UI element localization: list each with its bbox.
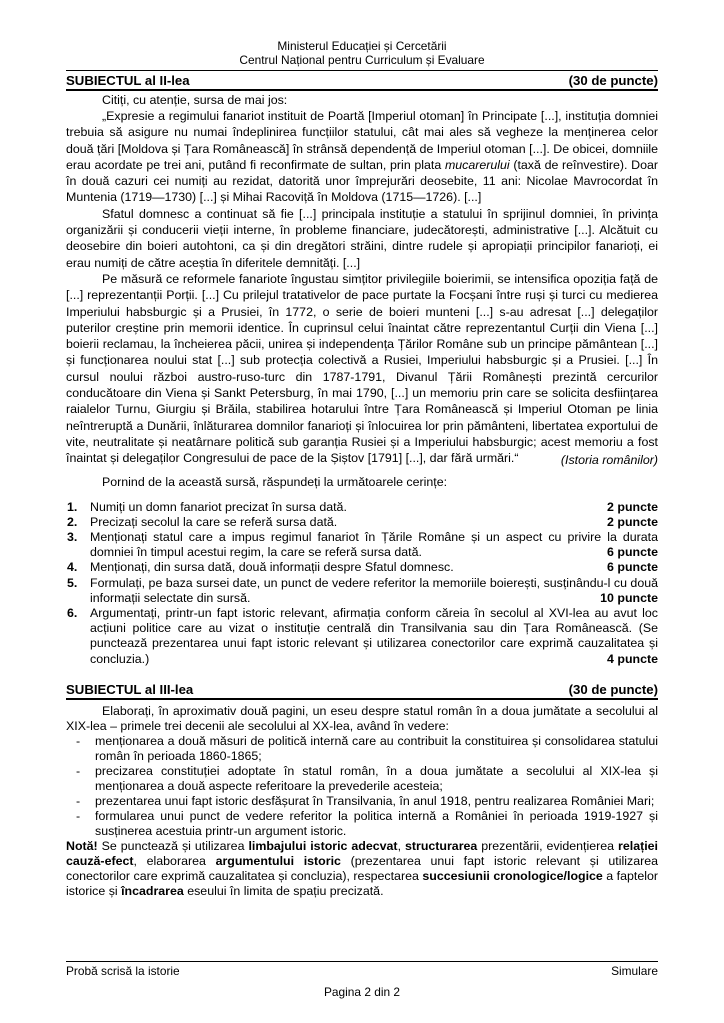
- requirement-item-5: [66, 576, 658, 606]
- read-instruction: Citiți, cu atenție, sursa de mai jos:: [102, 93, 288, 107]
- requirement-text: Formulați, pe baza sursei date, un punct de vedere referitor la memoriile boierești, susținându-l cu două informații selectate din sursă.: [90, 575, 658, 605]
- requirement-text: Numiți un domn fanariot precizat în sursa dată.: [90, 499, 347, 514]
- source-paragraph-3-wrap: [66, 271, 658, 467]
- requirement-text: Precizați secolul la care se referă sursa dată.: [90, 514, 338, 529]
- requirement-item-2: [66, 515, 658, 530]
- requirement-text: Argumentați, printr-un fapt istoric relevant, afirmația conform căreia în secolul al XVI-lea au avut loc acțiuni politice care au vizat o instituție centrală din Transilvania sau din Țara Românească. (Se punctează prezentarea unui fapt istoric relevant și utilizarea conectorilor care exprimă cauzalitatea și concluzia.): [90, 605, 658, 666]
- footer-row: [66, 962, 658, 979]
- requirement-number: 4.: [67, 560, 78, 575]
- requirement-text: Menționați, din sursa dată, două informații despre Sfatul domnesc.: [90, 560, 454, 575]
- bullet-text: formularea unui punct de vedere referitor la politica internă a României în perioada 1919-1927 și susținerea acestuia printr-un argument istoric.: [95, 808, 658, 838]
- subject2-points: (30 de puncte): [568, 73, 658, 88]
- document-footer: [66, 961, 658, 999]
- essay-bullet-2: [66, 764, 658, 794]
- requirement-number: 5.: [67, 575, 78, 590]
- requirement-points: 2 puncte: [607, 499, 658, 514]
- bullet-text: menționarea a două măsuri de politică internă care au contribuit la constituirea și consolidarea statului român în perioada 1860-1865;: [95, 733, 658, 763]
- requirement-points: 6 puncte: [607, 545, 658, 560]
- subject3-note: Notă! Se punctează și utilizarea limbajului istoric adecvat, structurarea prezentării, evidențierea relației cauză-efect, elaborarea argumentului istoric (prezentarea unui fapt istoric relevant și utilizarea conectorilor care exprimă cauzalitatea și concluzia), respectarea succesiunii cronologice/logice a faptelor istorice și încadrarea eseului în limita de spațiu precizată.: [66, 838, 659, 898]
- document-header: [66, 40, 658, 71]
- requirements-list: [66, 500, 658, 667]
- header-center-line: Centrul Național pentru Curriculum și Evaluare: [239, 52, 485, 67]
- requirement-number: 6.: [67, 605, 78, 620]
- bullet-marker: -: [76, 733, 81, 748]
- requirement-item-6: [66, 606, 658, 667]
- essay-bullet-4: [66, 809, 658, 839]
- requirement-number: 3.: [67, 529, 78, 544]
- requirement-points: 4 puncte: [607, 651, 658, 666]
- source-paragraph-3: Pe măsură ce reformele fanariote îngustau simțitor privilegiile boierimii, se intensifica opoziția față de [...] reprezentanții Porții. [...] Cu prilejul tratativelor de pace purtate la Focșani între ruși și turci cu medierea Imperiului habsburgic și a Prusiei, în 1772, o serie de boieri munteni [...] s-au adresat [...] delegaților puterilor creștine prin memorii identice. În cuprinsul celui înaintat către reprezentantul Curții din Viena [...] boierii reclamau, la încheierea păcii, unirea și independența Țărilor Române sub un principe pământean [...] și funcționarea noului stat [...] sub protecția colectivă a Rusiei, Imperiului habsburgic și a Prusiei. [...] În cursul noului război austro-ruso-turc din 1787-1791, Divanul Țării Românești prezintă cercurilor conducătoare din Viena și Sankt Petersburg, în mai 1790, [...] un memoriu prin care se solicita desființarea raialelor Turnu, Giurgiu și Brăila, stabilirea hotarului între Țara Românească și Imperiul Otoman pe linia neîntreruptă a Dunării, înlăturarea domnilor fanarioți și înlocuirea lor prin pământeni, libertatea exportului de vite, neutralitate și neatârnare politică sub garanția Rusiei și a Imperiului habsburgic; acest memoriu a fost înaintat și delegaților Congresului de pace de la Șiștov [1791] [...], dar fără urmări.“: [66, 271, 658, 466]
- source-paragraph-2: Sfatul domnesc a continuat să fie [...] principala instituție a statului în sprijinul domniei, în privința organizării și conducerii vieții interne, în probleme financiare, judecătorești, administrative [...]. Alcătuit cu deosebire din boieri autohtoni, ca și din dregători străini, dintre rudele și apropiații principilor fanarioți, ei erau numiți de către aceștia în diferitele demnități. [...]: [66, 206, 658, 270]
- bullet-marker: -: [76, 808, 81, 823]
- requirement-number: 2.: [67, 514, 78, 529]
- subject2-title: SUBIECTUL al II-lea: [66, 73, 190, 88]
- header-ministry-line: Ministerul Educației și Cercetării: [277, 39, 447, 53]
- requirement-points: 10 puncte: [600, 590, 658, 605]
- requirement-item-3: [66, 530, 658, 560]
- source-attribution: (Istoria românilor): [560, 452, 658, 467]
- subject2-heading: [66, 73, 658, 91]
- requirement-item-4: [66, 560, 658, 575]
- bullet-text: prezentarea unui fapt istoric desfășurat în Transilvania, în anul 1918, pentru realizarea României Mari;: [95, 793, 655, 808]
- bullet-marker: -: [76, 793, 81, 808]
- requirement-item-1: [66, 500, 658, 515]
- bullet-marker: -: [76, 763, 81, 778]
- footer-exam-type: Probă scrisă la istorie: [66, 964, 180, 978]
- bullet-text: precizarea constituției adoptate în statul român, în a doua jumătate a secolului al XIX-lea și menționarea a două aspecte referitoare la prevederile acesteia;: [95, 763, 658, 793]
- subject3-intro: Elaborați, în aproximativ două pagini, un eseu despre statul român în a doua jumătate a secolului al XIX-lea – primele trei decenii ale secolului al XX-lea, având în vedere:: [66, 703, 658, 733]
- requirement-points: 2 puncte: [607, 514, 658, 529]
- essay-requirements-list: [66, 734, 658, 839]
- requirements-prompt: Pornind de la această sursă, răspundeți la următoarele cerințe:: [102, 474, 448, 489]
- requirement-text: Menționați statul care a impus regimul fanariot în Țările Române și un aspect cu privire la durata domniei în timpul acestui regim, la care se referă sursa dată.: [90, 529, 658, 560]
- footer-page-number: Pagina 2 din 2: [323, 984, 401, 999]
- requirement-number: 1.: [67, 499, 78, 514]
- subject3-title: SUBIECTUL al III-lea: [66, 681, 194, 697]
- requirement-points: 6 puncte: [607, 560, 658, 575]
- source-paragraph-1: „Expresie a regimului fanariot instituit de Poartă [Imperiul otoman] în Principate [...], instituția domniei trebuia să asigure nu numai îndeplinirea funcțiilor statului, cât mai ales să vegheze la menținerea celor două țări [Moldova și Țara Românească] în strânsă dependență de Imperiul otoman [...]. De obicei, domniile erau acordate pe trei ani, putând fi reconfirmate de sultan, prin plata mucarerului (taxă de reînvestire). Doar în două cazuri cei numiți au rezidat, datorită unor împrejurări deosebite, 11 ani: Nicolae Mavrocordat în Muntenia (1719—1730) [...] și Mihai Racoviță în Moldova (1715—1726). [...]: [66, 109, 658, 205]
- footer-session: Simulare: [611, 964, 658, 978]
- subject3-heading: [66, 682, 658, 700]
- subject3-points: (30 de puncte): [568, 681, 658, 697]
- essay-bullet-3: [66, 794, 658, 809]
- essay-bullet-1: [66, 734, 658, 764]
